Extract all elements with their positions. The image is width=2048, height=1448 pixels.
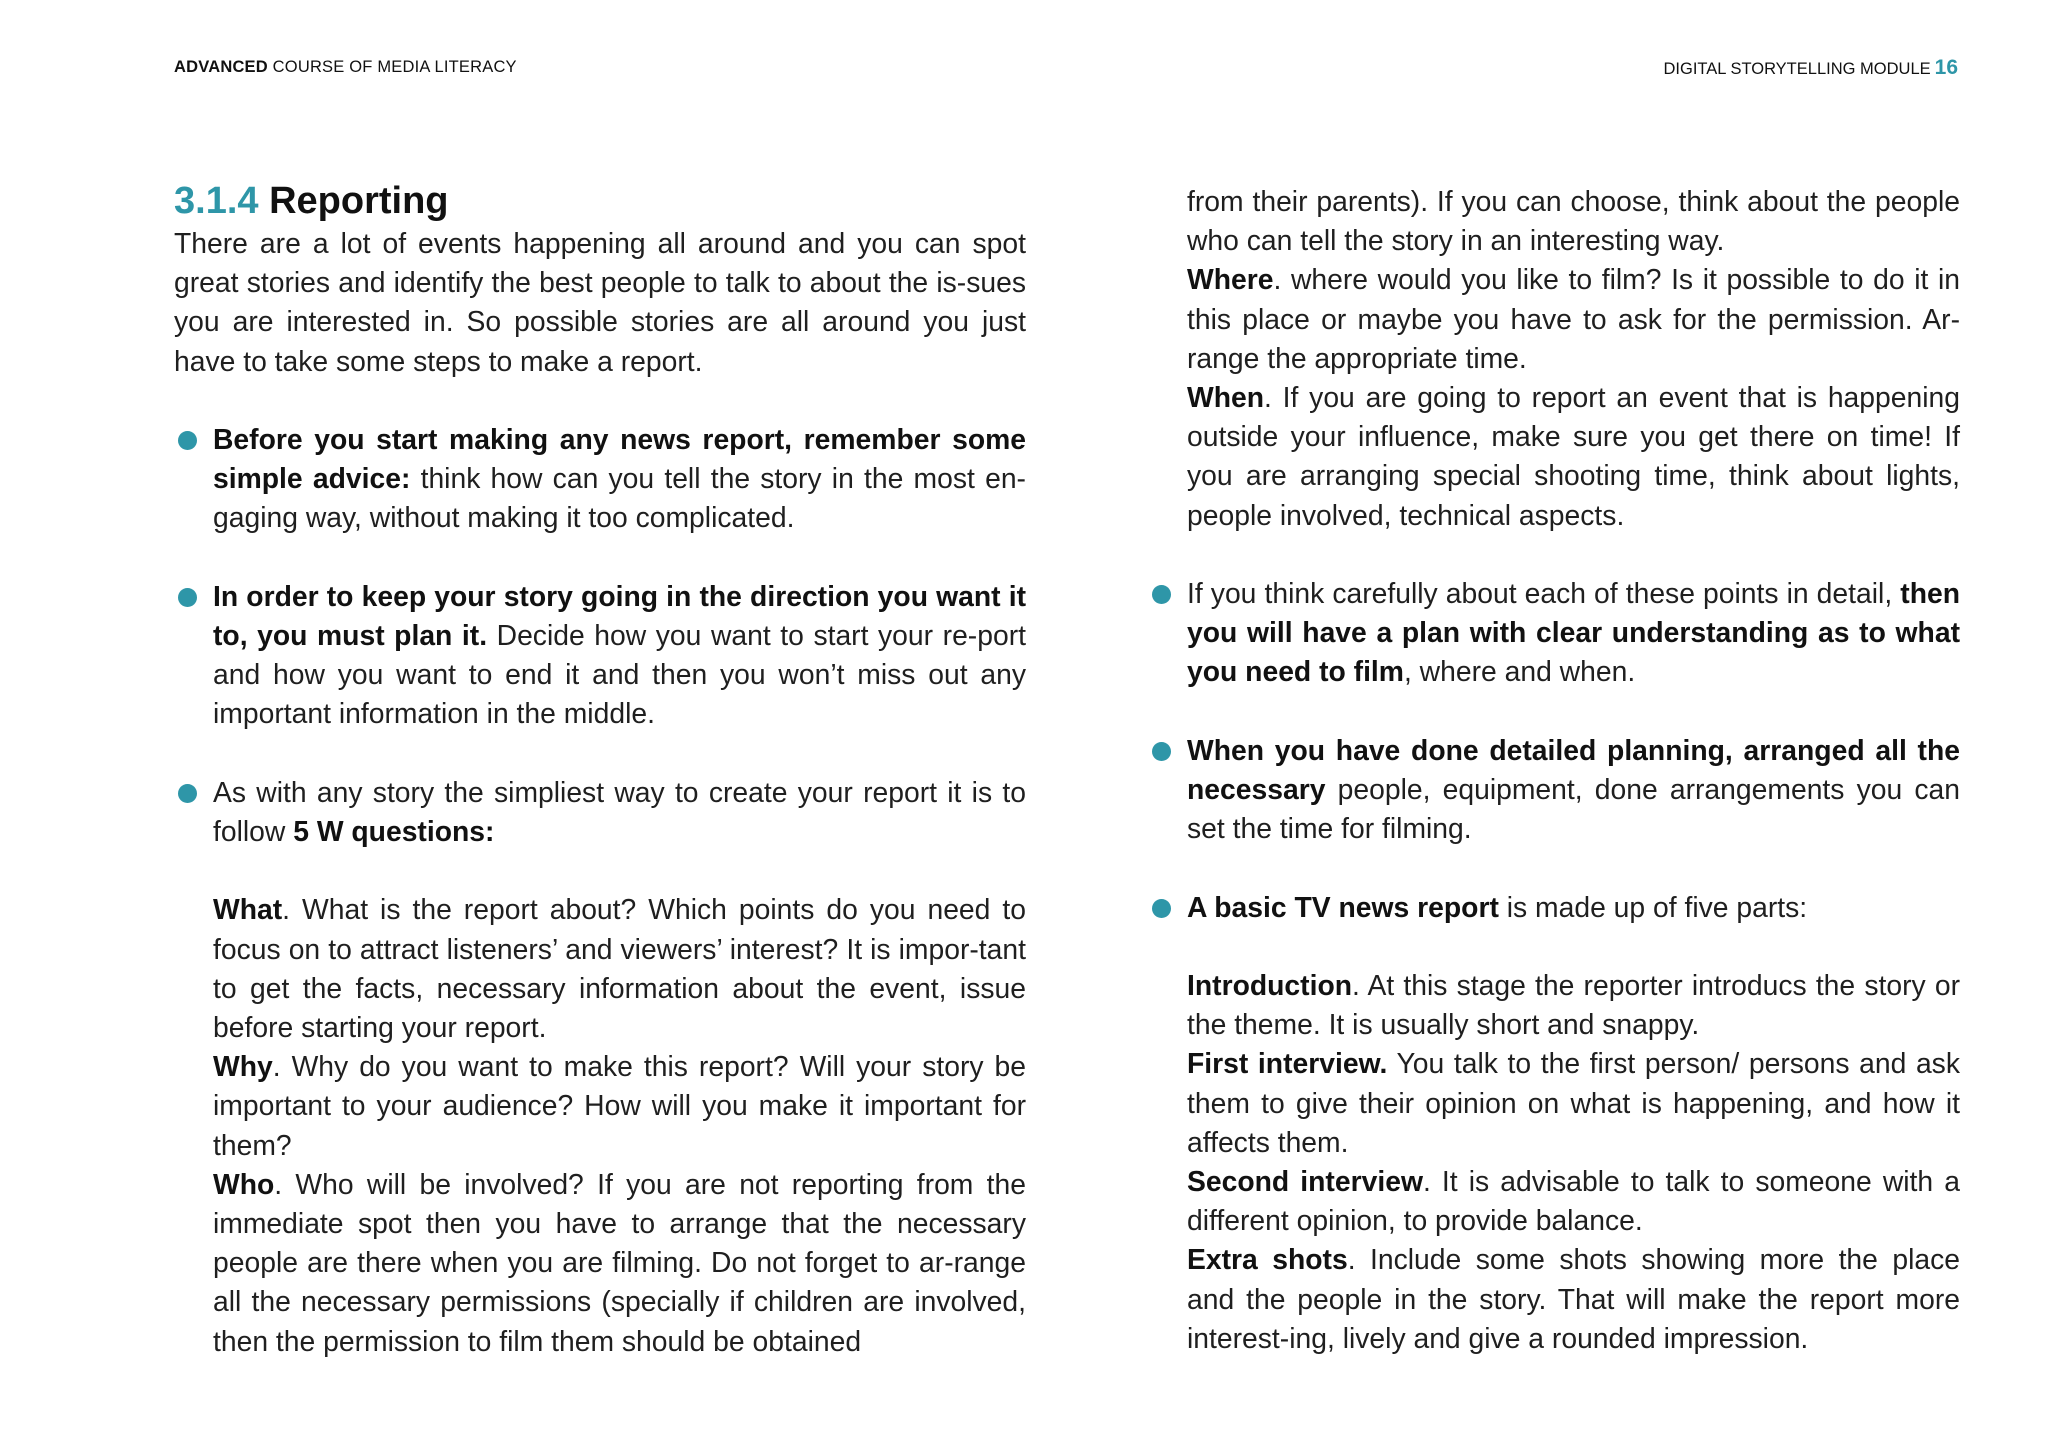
- bullet-text: Decide how you want to start your re-port and how you want to end it and then you won’t miss out any important information in the middle.: [213, 619, 1026, 730]
- term-bold: When: [1187, 381, 1265, 414]
- term-text: . where would you like to film? Is it possible to do it in this place or maybe you have to ask for the permission. Ar-range the appropriate time.: [1187, 263, 1960, 374]
- bullet-item: [1148, 731, 1960, 849]
- bullet-bold: A basic TV news report: [1187, 890, 1499, 923]
- bullet-bold: In order to keep your story going in the direction you want it to, you must plan it.: [213, 579, 1026, 651]
- section-heading: [174, 178, 1026, 224]
- part-second-interview: [1148, 1162, 1960, 1240]
- bullet-item: [174, 420, 1026, 538]
- bullet-item: [1148, 888, 1960, 927]
- term-text: . Why do you want to make this report? Will your story be important to your audience? How will you make it important for them?: [213, 1050, 1026, 1161]
- bullet-bold: then you will have a plan with clear understanding as to what you need to film: [1187, 577, 1960, 688]
- header-left-bold: ADVANCED: [174, 58, 268, 76]
- bullet-text: As with any story the simpliest way to create your report it is to follow: [213, 775, 1026, 847]
- term-text: You talk to the first person/ persons and ask them to give their opinion on what is happening, and how it affects them.: [1187, 1047, 1960, 1158]
- w-question-why: [174, 1047, 1026, 1165]
- term-bold: First interview.: [1187, 1047, 1388, 1080]
- term-text: . What is the report about? Which points do you need to focus on to attract listeners’ and viewers’ interest? It is impor-tant to get the facts, necessary information about the event, issue before starting your report.: [213, 893, 1026, 1043]
- section-title: Reporting: [258, 180, 449, 222]
- running-header-left: [174, 58, 517, 77]
- intro-paragraph: There are a lot of events happening all around and you can spot great stories and identify the best people to talk to about the is-sues you are interested in. So possible stories are all around you just have to take some steps to make a report.: [174, 227, 1026, 377]
- term-text: . At this stage the reporter introducs the story or the theme. It is usually short and snappy.: [1187, 969, 1960, 1041]
- continuation-paragraph: from their parents). If you can choose, think about the people who can tell the story in an interesting way.: [1187, 185, 1960, 257]
- term-bold: Extra shots: [1187, 1243, 1348, 1276]
- left-column: [174, 178, 1026, 1361]
- bullet-text: , where and when.: [1403, 655, 1636, 688]
- w-question-when: [1148, 378, 1960, 535]
- term-bold: Second interview: [1187, 1165, 1423, 1198]
- section-number: 3.1.4: [174, 180, 259, 222]
- w-question-where: [1148, 260, 1960, 378]
- term-text: . If you are going to report an event that is happening outside your influence, make sure you get there on time! If you are arranging special shooting time, think about lights, people involved, technical aspects.: [1187, 381, 1960, 531]
- running-header-right: [1664, 56, 1958, 80]
- term-bold: Introduction: [1187, 969, 1353, 1001]
- w-question-who: [174, 1165, 1026, 1361]
- bullet-bold: When you have done detailed planning, arranged all the necessary: [1187, 733, 1960, 806]
- term-text: . Include some shots showing more the place and the people in the story. That will make the report more interest-ing, lively and give a rounded impression.: [1187, 1243, 1960, 1354]
- header-right-text: DIGITAL STORYTELLING MODULE: [1663, 60, 1931, 78]
- bullet-item: [174, 577, 1026, 734]
- term-bold: Who: [213, 1167, 275, 1200]
- bullet-text: think how can you tell the story in the most en-gaging way, without making it too complicated.: [213, 462, 1026, 534]
- w-question-what: [174, 890, 1026, 1047]
- term-text: . Who will be involved? If you are not reporting from the immediate spot then you have to arrange that the necessary people are there when you are filming. Do not forget to ar-range all the necessary permissions (specially if children are involved, then the permission to film them should be obtained: [213, 1167, 1026, 1357]
- page-number: 16: [1934, 56, 1958, 79]
- bullet-bold: Before you start making any news report, remember some simple advice:: [213, 423, 1026, 495]
- bullet-text: is made up of five parts:: [1498, 890, 1808, 923]
- term-bold: What: [213, 893, 283, 926]
- part-introduction: [1148, 966, 1960, 1044]
- term-bold: Why: [213, 1050, 273, 1083]
- bullet-bold: 5 W questions:: [293, 815, 495, 847]
- part-extra-shots: [1148, 1240, 1960, 1358]
- header-left-rest: COURSE OF MEDIA LITERACY: [267, 58, 517, 76]
- bullet-item: [174, 773, 1026, 851]
- bullet-text: If you think carefully about each of these points in detail,: [1187, 577, 1901, 610]
- term-text: . It is advisable to talk to someone with a different opinion, to provide balance.: [1187, 1165, 1960, 1237]
- bullet-text: people, equipment, done arrangements you can set the time for filming.: [1187, 773, 1960, 845]
- bullet-item: [1148, 574, 1960, 692]
- right-column: [1148, 182, 1960, 1358]
- term-bold: Where: [1187, 263, 1274, 296]
- part-first-interview: [1148, 1044, 1960, 1162]
